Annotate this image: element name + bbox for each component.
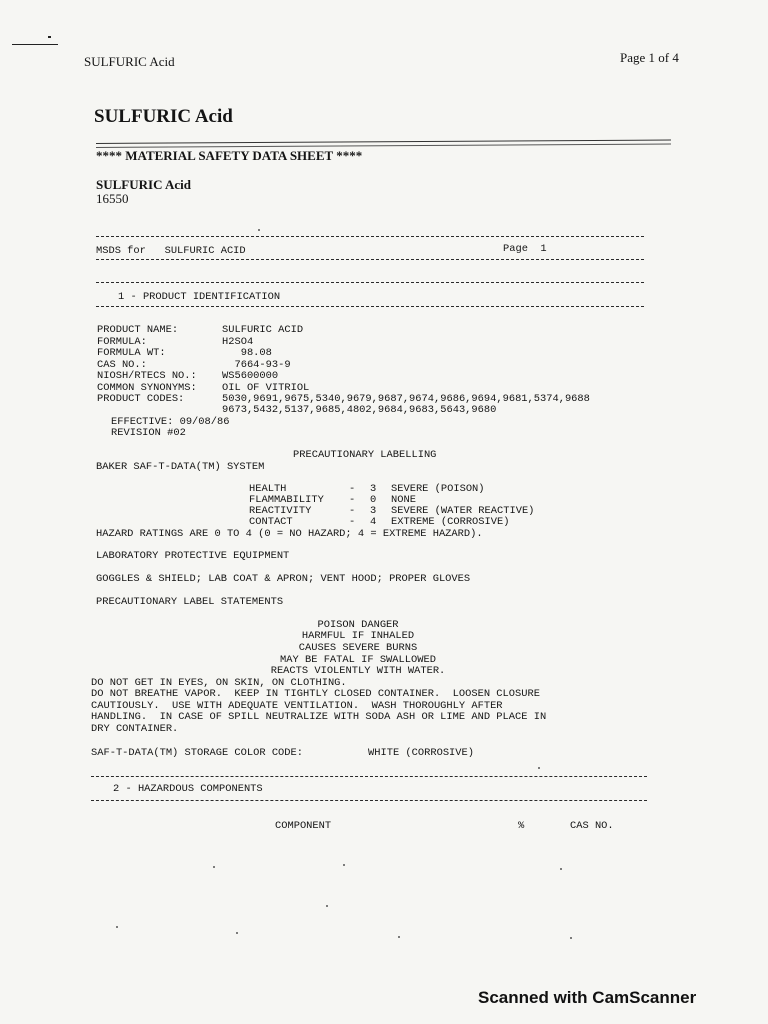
field-value-continued: 9673,5432,5137,9685,4802,9684,9683,5643,9680 (222, 404, 497, 416)
storage-code-value: WHITE (CORROSIVE) (368, 747, 475, 759)
scan-dot (48, 36, 51, 38)
rule (96, 282, 644, 283)
warning-line: HARMFUL IF INHALED (301, 630, 415, 642)
rule (96, 306, 644, 307)
hazard-scale-note: HAZARD RATINGS ARE 0 TO 4 (0 = NO HAZARD; 4 = EXTREME HAZARD). (96, 528, 483, 540)
rating-dash: - (349, 516, 356, 528)
scan-mark (12, 44, 58, 45)
field-value: SULFURIC ACID (222, 324, 304, 336)
section1-heading: 1 - PRODUCT IDENTIFICATION (118, 291, 281, 303)
labelling-heading: PRECAUTIONARY LABELLING (293, 449, 437, 461)
instruction-line: CAUTIOUSLY. USE WITH ADEQUATE VENTILATION. WASH THOROUGHLY AFTER (91, 700, 503, 712)
instruction-line: HANDLING. IN CASE OF SPILL NEUTRALIZE WITH SODA ASH OR LIME AND PLACE IN (91, 711, 547, 723)
rule (91, 800, 647, 801)
field-label: CAS NO.: (97, 359, 147, 371)
rule (96, 259, 644, 260)
scan-speck (538, 767, 540, 769)
warning-line: MAY BE FATAL IF SWALLOWED (280, 654, 436, 666)
column-header-component: COMPONENT (275, 820, 332, 832)
msds-for-label: MSDS for SULFURIC ACID (96, 245, 246, 257)
rule (91, 776, 647, 777)
rating-desc: NONE (391, 494, 416, 506)
warning-line: POISON DANGER (317, 619, 399, 631)
rating-category: FLAMMABILITY (249, 494, 324, 506)
field-label: FORMULA: (97, 336, 147, 348)
rating-score: 4 (370, 516, 377, 528)
statements-heading: PRECAUTIONARY LABEL STATEMENTS (96, 596, 284, 608)
field-value: WS5600000 (222, 370, 279, 382)
rating-dash: - (349, 494, 356, 506)
msds-banner: **** MATERIAL SAFETY DATA SHEET **** (96, 148, 363, 163)
rating-category: REACTIVITY (249, 505, 312, 517)
rating-desc: SEVERE (POISON) (391, 483, 485, 495)
rating-score: 3 (370, 505, 377, 517)
rule (96, 236, 644, 237)
lpe-items: GOGGLES & SHIELD; LAB COAT & APRON; VENT HOOD; PROPER GLOVES (96, 573, 471, 585)
rating-dash: - (349, 505, 356, 517)
section2-heading: 2 - HAZARDOUS COMPONENTS (113, 783, 263, 795)
lpe-heading: LABORATORY PROTECTIVE EQUIPMENT (96, 550, 290, 562)
field-value: 7664-93-9 (222, 359, 291, 371)
scan-speck (116, 926, 118, 928)
instruction-line: DO NOT GET IN EYES, ON SKIN, ON CLOTHING. (91, 677, 347, 689)
msds-page-label: Page 1 (503, 243, 547, 255)
warning-line: REACTS VIOLENTLY WITH WATER. (270, 665, 446, 677)
warning-line: CAUSES SEVERE BURNS (298, 642, 418, 654)
field-label: FORMULA WT: (97, 347, 166, 359)
field-label: NIOSH/RTECS NO.: (97, 370, 197, 382)
column-header-cas: CAS NO. (570, 820, 614, 832)
field-value: OIL OF VITRIOL (222, 382, 310, 394)
field-label: PRODUCT CODES: (97, 393, 185, 405)
rating-score: 3 (370, 483, 377, 495)
scan-speck (398, 936, 400, 938)
field-value: 98.08 (222, 347, 272, 359)
rating-category: HEALTH (249, 483, 287, 495)
scan-speck (213, 866, 215, 868)
revision-number: REVISION #02 (111, 427, 186, 439)
rating-desc: EXTREME (CORROSIVE) (391, 516, 510, 528)
scan-speck (560, 868, 562, 870)
column-header-percent: % (518, 820, 525, 832)
instruction-line: DO NOT BREATHE VAPOR. KEEP IN TIGHTLY CLOSED CONTAINER. LOOSEN CLOSURE (91, 688, 540, 700)
running-title: SULFURIC Acid (84, 54, 175, 69)
scan-speck (570, 937, 572, 939)
scan-speck (258, 229, 260, 231)
rating-dash: - (349, 483, 356, 495)
page-title: SULFURIC Acid (94, 106, 233, 127)
field-value: 5030,9691,9675,5340,9679,9687,9674,9686,9694,9681,5374,9688 (222, 393, 590, 405)
rating-desc: SEVERE (WATER REACTIVE) (391, 505, 535, 517)
saf-t-data-system: BAKER SAF-T-DATA(TM) SYSTEM (96, 461, 265, 473)
scan-speck (326, 905, 328, 907)
scan-speck (343, 864, 345, 866)
scan-speck (236, 932, 238, 934)
field-label: PRODUCT NAME: (97, 324, 179, 336)
storage-code-label: SAF-T-DATA(TM) STORAGE COLOR CODE: (91, 747, 304, 759)
camscanner-watermark: Scanned with CamScanner (478, 988, 697, 1007)
product-number: 16550 (96, 191, 129, 206)
product-title: SULFURIC Acid (96, 177, 191, 192)
field-label: COMMON SYNONYMS: (97, 382, 197, 394)
instruction-line: DRY CONTAINER. (91, 723, 179, 735)
rating-category: CONTACT (249, 516, 293, 528)
effective-date: EFFECTIVE: 09/08/86 (111, 416, 230, 428)
rating-score: 0 (370, 494, 377, 506)
field-value: H2SO4 (222, 336, 254, 348)
page-indicator: Page 1 of 4 (620, 50, 679, 65)
